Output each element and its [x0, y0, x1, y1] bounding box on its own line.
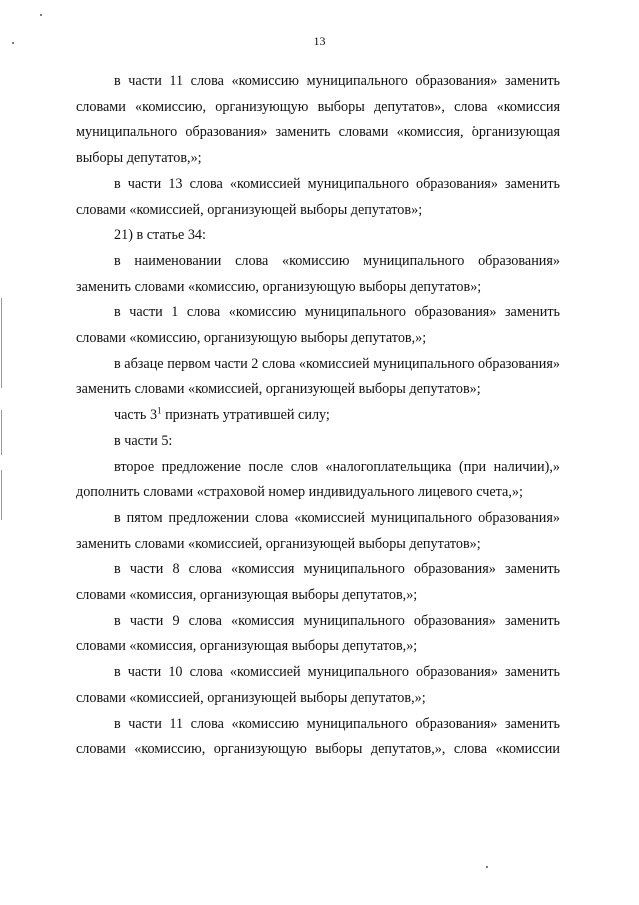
scan-edge-line	[1, 470, 2, 520]
paragraph: в части 9 слова «комиссия муниципального образования» заменить словами «комиссия, организующая выборы депутатов,»;	[76, 612, 560, 655]
superscript: 1	[157, 405, 162, 416]
paragraph: в наименовании слова «комиссию муниципального образования» заменить словами «комиссию, организующую выборы депутатов»;	[76, 252, 560, 295]
paragraph: в части 8 слова «комиссия муниципального образования» заменить словами «комиссия, организующая выборы депутатов,»;	[76, 561, 560, 604]
paragraph: в части 11 слова «комиссию муниципального образования» заменить словами «комиссию, организующую выборы депутатов», слова «комиссия муниципального образования» заменить словами «комиссия, организующая выборы депутатов,»;	[76, 73, 560, 167]
scan-edge-line	[1, 410, 2, 455]
paragraph: 21) в статье 34:	[114, 227, 206, 244]
paragraph: в части 5:	[114, 432, 173, 449]
paragraph-text: признать утратившей силу;	[161, 407, 330, 424]
paragraph: в части 11 слова «комиссию муниципального образования» заменить словами «комиссию, организующую выборы депутатов,», слова «комиссии	[76, 715, 560, 758]
paragraph-text: часть 3	[114, 407, 158, 424]
paragraph: в части 1 слова «комиссию муниципального образования» заменить словами «комиссию, организующую выборы депутатов,»;	[76, 304, 560, 347]
page-number: 13	[313, 34, 326, 48]
scan-speck	[486, 866, 488, 868]
paragraph: в абзаце первом части 2 слова «комиссией муниципального образования» заменить словами «комиссией, организующей выборы депутатов»;	[76, 355, 560, 398]
scan-speck	[40, 14, 42, 16]
paragraph	[76, 403, 560, 429]
paragraph: в части 13 слова «комиссией муниципального образования» заменить словами «комиссией, организующей выборы депутатов»;	[76, 175, 560, 218]
paragraph: в пятом предложении слова «комиссией муниципального образования» заменить словами «комиссией, организующей выборы депутатов»;	[76, 509, 560, 552]
paragraph: второе предложение после слов «налогоплательщика (при наличии),» дополнить словами «страховой номер индивидуального лицевого счета,»;	[76, 458, 560, 501]
paragraph: в части 10 слова «комиссией муниципального образования» заменить словами «комиссией, организующей выборы депутатов,»;	[76, 664, 560, 706]
document-body	[76, 69, 560, 763]
scan-edge-line	[1, 298, 2, 388]
